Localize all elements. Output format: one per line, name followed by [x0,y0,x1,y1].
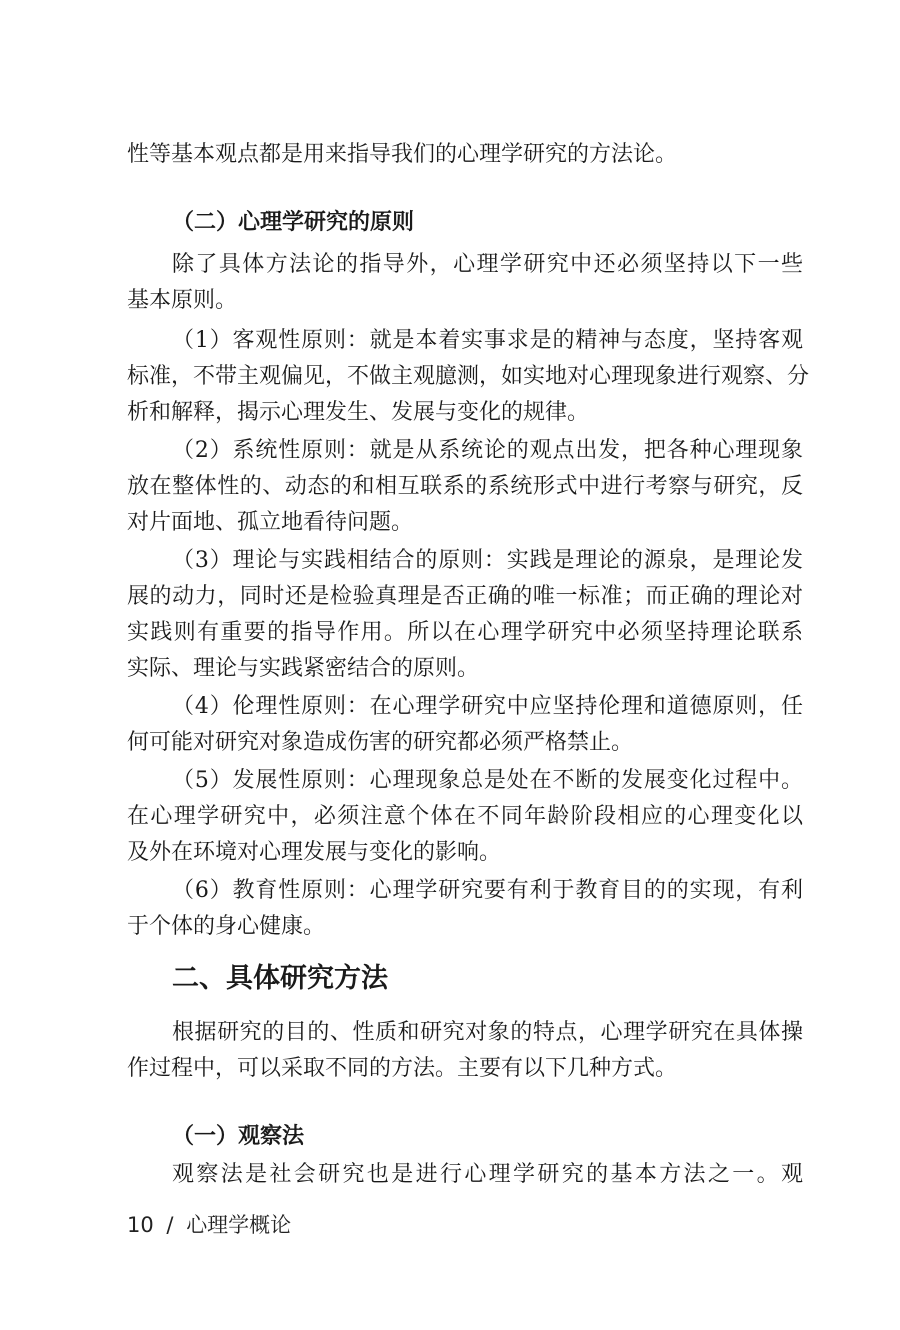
footer-separator: / [166,1213,174,1237]
paragraph-line: （3）理论与实践相结合的原则：实践是理论的源泉，是理论发 [172,548,803,573]
paragraph-line: 标准，不带主观偏见，不做主观臆测，如实地对心理现象进行观察、分 [127,364,810,389]
paragraph-line: 除了具体方法论的指导外，心理学研究中还必须坚持以下一些 [172,252,803,277]
paragraph-line: 对片面地、孤立地看待问题。 [127,510,414,535]
paragraph-line: 展的动力，同时还是检验真理是否正确的唯一标准；而正确的理论对 [127,584,803,609]
paragraph-line: （6）教育性原则：心理学研究要有利于教育目的的实现，有利 [172,878,803,903]
paragraph-line: 作过程中，可以采取不同的方法。主要有以下几种方式。 [127,1056,678,1081]
paragraph-line: （4）伦理性原则：在心理学研究中应坚持伦理和道德原则，任 [172,694,803,719]
page-number: 10 [127,1213,154,1237]
paragraph-line: 何可能对研究对象造成伤害的研究都必须严格禁止。 [127,730,634,755]
paragraph-line: 析和解释，揭示心理发生、发展与变化的规律。 [127,400,590,425]
subheading-observation: （一）观察法 [172,1124,305,1149]
paragraph-line: 及外在环境对心理发展与变化的影响。 [127,840,502,865]
paragraph-line: 实际、理论与实践紧密结合的原则。 [127,656,480,681]
paragraph-line: 基本原则。 [127,288,238,313]
page-footer [127,1210,291,1240]
paragraph-line: 实践则有重要的指导作用。所以在心理学研究中必须坚持理论联系 [127,620,803,645]
paragraph-line: 根据研究的目的、性质和研究对象的特点，心理学研究在具体操 [172,1020,803,1045]
paragraph-line: （2）系统性原则：就是从系统论的观点出发，把各种心理现象 [172,438,803,463]
paragraph-line: 观察法是社会研究也是进行心理学研究的基本方法之一。观 [172,1162,803,1187]
paragraph-line: 在心理学研究中，必须注意个体在不同年龄阶段相应的心理变化以 [127,804,803,829]
paragraph-line: 于个体的身心健康。 [127,914,326,939]
book-title: 心理学概论 [186,1213,292,1237]
paragraph-line: （5）发展性原则：心理现象总是处在不断的发展变化过程中。 [172,768,803,793]
paragraph-line: （1）客观性原则：就是本着实事求是的精神与态度，坚持客观 [172,328,803,353]
paragraph-line: 性等基本观点都是用来指导我们的心理学研究的方法论。 [127,142,678,167]
section-heading: 二、具体研究方法 [172,963,388,994]
subheading-principles: （二）心理学研究的原则 [172,210,415,235]
paragraph-line: 放在整体性的、动态的和相互联系的系统形式中进行考察与研究，反 [127,474,803,499]
